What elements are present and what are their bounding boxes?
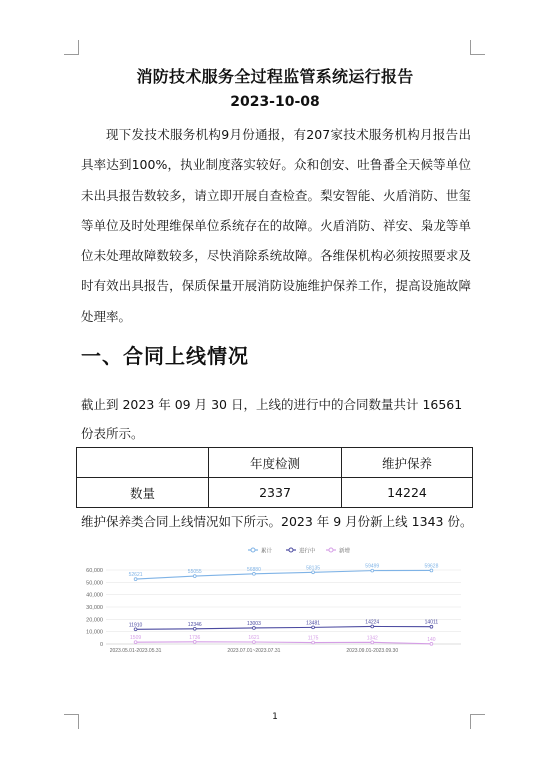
y-tick-label: 60,000 bbox=[86, 568, 103, 574]
y-tick-label: 50,000 bbox=[86, 580, 103, 587]
data-label: 59628 bbox=[424, 563, 439, 570]
data-label: 140 bbox=[427, 636, 436, 643]
data-label: 58135 bbox=[306, 565, 321, 572]
y-tick-label: 40,000 bbox=[86, 592, 103, 599]
data-point bbox=[253, 572, 256, 575]
data-label: 55055 bbox=[187, 569, 202, 576]
data-label: 1509 bbox=[130, 635, 142, 642]
contract-table bbox=[76, 447, 473, 508]
document-title: 消防技术服务全过程监管系统运行报告 bbox=[136, 67, 414, 86]
data-label: 56880 bbox=[246, 566, 261, 573]
section-heading: 一、合同上线情况 bbox=[81, 344, 249, 368]
data-label: 11910 bbox=[128, 622, 143, 629]
data-point bbox=[253, 627, 256, 630]
data-label: 1175 bbox=[307, 635, 319, 642]
data-point bbox=[134, 641, 137, 644]
legend-marker bbox=[329, 548, 333, 552]
data-label: 13003 bbox=[246, 620, 261, 627]
data-point bbox=[430, 569, 433, 572]
section-paragraph: 截止到 2023 年 09 月 30 日，上线的进行中的合同数量共计 16561 份表所示。 bbox=[81, 397, 463, 441]
data-label: 59499 bbox=[365, 563, 380, 570]
data-label: 13481 bbox=[306, 620, 321, 627]
chart-intro-paragraph: 维护保养类合同上线情况如下所示。2023 年 9 月份新上线 1343 份。 bbox=[81, 514, 473, 529]
contract-line-chart bbox=[76, 540, 466, 662]
data-label: 14011 bbox=[424, 619, 439, 626]
table-row-label: 数量 bbox=[77, 478, 209, 508]
y-tick-label: 10,000 bbox=[86, 629, 103, 636]
data-point bbox=[253, 641, 256, 644]
table-header-cell bbox=[77, 448, 209, 478]
data-label: 1342 bbox=[366, 635, 378, 642]
data-label: 14224 bbox=[365, 619, 380, 626]
data-label: 1621 bbox=[248, 635, 260, 642]
data-label: 1736 bbox=[189, 634, 201, 641]
series-line bbox=[136, 642, 432, 644]
data-point bbox=[134, 578, 137, 581]
y-tick-label: 20,000 bbox=[86, 617, 103, 624]
x-tick-label: 2023.07.01~2023.07.31 bbox=[227, 648, 281, 654]
series-line bbox=[136, 626, 432, 629]
table-header-row bbox=[77, 448, 473, 478]
crop-mark-top-right bbox=[470, 40, 485, 55]
data-point bbox=[371, 569, 374, 572]
data-point bbox=[430, 625, 433, 628]
data-label: 12346 bbox=[187, 621, 202, 628]
y-tick-label: 30,000 bbox=[86, 605, 103, 611]
table-cell: 14224 bbox=[342, 478, 473, 508]
data-point bbox=[193, 575, 196, 578]
data-point bbox=[193, 627, 196, 630]
data-point bbox=[371, 641, 374, 644]
crop-mark-top-left bbox=[64, 40, 79, 55]
table-row bbox=[77, 478, 473, 508]
table-header-cell: 年度检测 bbox=[209, 448, 342, 478]
legend-marker bbox=[289, 548, 293, 552]
data-label: 52621 bbox=[128, 572, 143, 579]
table-header-cell: 维护保养 bbox=[342, 448, 473, 478]
data-point bbox=[312, 626, 315, 629]
legend-label: 累计 bbox=[261, 548, 273, 555]
legend-label: 进行中 bbox=[299, 548, 316, 555]
data-point bbox=[371, 625, 374, 628]
data-point bbox=[430, 642, 433, 645]
data-point bbox=[193, 640, 196, 643]
series-line bbox=[136, 570, 432, 579]
y-tick-label: 0 bbox=[99, 642, 103, 648]
legend-marker bbox=[251, 548, 255, 552]
data-point bbox=[312, 571, 315, 574]
report-date: 2023-10-08 bbox=[230, 94, 320, 110]
page-number: 1 bbox=[272, 712, 278, 722]
legend-label: 新增 bbox=[339, 548, 351, 555]
x-tick-label: 2023.09.01-2023.09.30 bbox=[346, 648, 399, 654]
x-tick-label: 2023.05.01-2023.05.31 bbox=[109, 648, 162, 654]
intro-paragraph: 现下发技术服务机构9月份通报，有207家技术服务机构月报告出具率达到100%，执业制度落实较好。众和创安、吐鲁番全天候等单位未出具报告数较多，请立即开展自查检查。梨安智能、火盾消防、世玺等单位及时处理维保单位系统存在的故障。火盾消防、祥安、枭龙等单位未处理故障数较多，尽快消除系统故障。各维保机构必须按照要求及时有效出具报告，保质保量开展消防设施维护保养工作，提高设施故障处理率。 bbox=[81, 127, 471, 324]
data-point bbox=[134, 628, 137, 631]
table-cell: 2337 bbox=[209, 478, 342, 508]
data-point bbox=[312, 641, 315, 644]
